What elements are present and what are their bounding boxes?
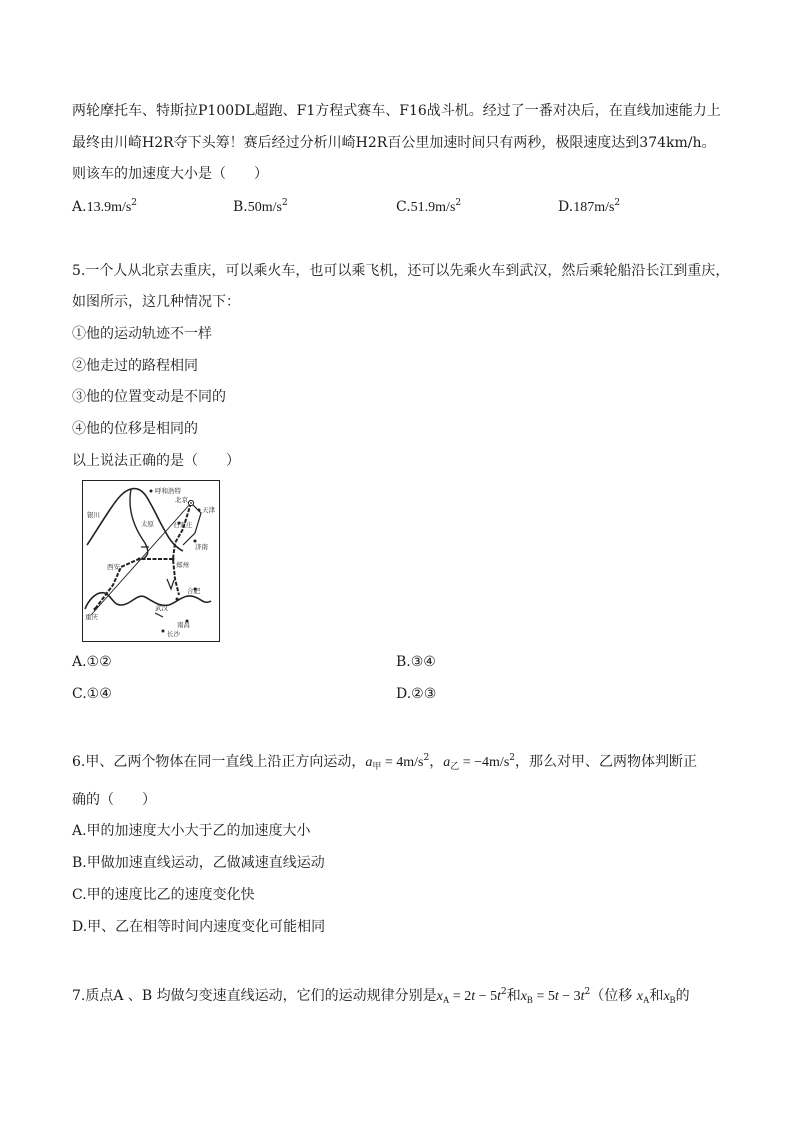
q5-statement-4: ④他的位移是相同的 — [72, 421, 198, 437]
q4-option-c-value: 51.9m/s — [410, 200, 456, 215]
q4-option-b[interactable] — [233, 197, 288, 218]
q5-statement-3: ③他的位置变动是不同的 — [72, 389, 226, 405]
q6-eq-yi: = −4m/s — [459, 755, 510, 770]
q7-and2: 和 — [649, 988, 664, 1004]
q6-option-a[interactable]: A.甲的加速度大小大于乙的加速度大小 — [72, 823, 311, 839]
q5-option-b[interactable]: B.③④ — [396, 654, 436, 670]
q4-question-line: 则该车的加速度大小是（ ） — [72, 166, 268, 182]
label-hefei: 合肥 — [187, 587, 200, 595]
label-taiyuan: 太原 — [141, 520, 154, 528]
q4-option-d-label: D. — [558, 199, 574, 215]
q7-eq-b2: − 3 — [558, 989, 581, 1004]
q6-separator: ， — [429, 754, 444, 770]
q6-suffix: ，那么对甲、乙两物体判断正 — [515, 754, 698, 770]
q5-text-line-2: 如图所示，这几种情况下： — [72, 294, 240, 310]
q7-sub-b: B — [526, 995, 533, 1005]
arrow-ship-icon — [155, 613, 163, 617]
label-huhehaote: 呼和浩特 — [155, 487, 181, 495]
label-yinchuan: 银川 — [87, 511, 100, 519]
q7-sub-a2: A — [642, 995, 650, 1005]
q4-option-d[interactable] — [558, 197, 620, 218]
label-shijiazhuang: 石家庄 — [173, 521, 193, 529]
label-changsha: 长沙 — [167, 630, 180, 638]
q7-t-a1: t — [471, 989, 476, 1004]
q5-statement-2: ②他走过的路程相同 — [72, 358, 198, 374]
q5-text-line-1: 5.一个人从北京去重庆，可以乘火车，也可以乘飞机，还可以先乘火车到武汉，然后乘轮船沿长江到重庆， — [72, 263, 730, 279]
q6-option-c[interactable]: C.甲的速度比乙的速度变化快 — [72, 887, 255, 903]
q5-option-d[interactable]: D.②③ — [396, 686, 437, 702]
q7-t-b2: t — [580, 989, 585, 1004]
q7-end: 的 — [675, 988, 690, 1004]
wuhan-dot-icon — [176, 598, 179, 601]
q7-tail: （位移 — [590, 988, 633, 1004]
tianjin-dot-icon — [198, 509, 201, 512]
label-tianjin: 天津 — [202, 506, 215, 514]
q7-eq-a2: − 5 — [475, 989, 498, 1004]
q7-t-b1: t — [554, 989, 559, 1004]
q4-option-c-label: C. — [396, 199, 411, 215]
railway-beijing-wuhan-line — [173, 503, 191, 595]
q4-option-a-exp: 2 — [131, 198, 138, 208]
label-wuhan: 武汉 — [155, 604, 168, 612]
q6-eq-jia: = 4m/s — [381, 755, 424, 770]
china-route-map — [82, 480, 220, 642]
q7-eq-b1: = 5 — [532, 989, 555, 1004]
q4-option-c-exp: 2 — [455, 198, 462, 208]
q4-text-line-1: 两轮摩托车、特斯拉P100DL超跑、F1方程式赛车、F16战斗机。经过了一番对决后，在直线加速能力上 — [72, 103, 721, 119]
q7-xa2-symbol: x — [636, 989, 643, 1004]
label-nanchang: 南昌 — [177, 621, 190, 629]
q7-sub-b2: B — [669, 995, 676, 1005]
beijing-center-icon — [190, 502, 192, 504]
q6-option-b[interactable]: B.甲做加速直线运动，乙做减速直线运动 — [72, 855, 325, 871]
zhengzhou-dot-icon — [172, 558, 175, 561]
q7-eq-a1: = 2 — [449, 989, 472, 1004]
q6-text-line-2: 确的（ ） — [72, 792, 156, 808]
q7-and: 和 — [506, 988, 521, 1004]
q4-option-a-value: 13.9m/s — [86, 200, 132, 215]
label-beijing: 北京 — [175, 496, 188, 504]
chongqing-dot-icon — [94, 608, 97, 611]
xian-dot-icon — [138, 558, 141, 561]
q7-t-a2: t — [497, 989, 501, 1004]
q4-option-b-label: B. — [233, 199, 248, 215]
q6-a-yi-symbol: a — [443, 755, 451, 770]
q7-exp-b: 2 — [584, 987, 591, 997]
q7-xb2-symbol: x — [663, 989, 670, 1004]
q7-prefix: 7.质点A 、B 均做匀变速直线运动，它们的运动规律分别是 — [72, 988, 437, 1004]
q4-option-a[interactable] — [72, 197, 137, 218]
q4-option-d-exp: 2 — [614, 198, 621, 208]
q4-option-b-exp: 2 — [281, 198, 288, 208]
q5-option-c[interactable]: C.①④ — [72, 686, 112, 702]
q4-option-c[interactable] — [396, 197, 461, 218]
yellow-river-line — [87, 489, 183, 551]
q6-a-jia-symbol: a — [365, 755, 373, 770]
q4-option-d-value: 187m/s — [573, 200, 615, 215]
q7-sub-a: A — [442, 995, 450, 1005]
q6-exp-jia: 2 — [423, 753, 430, 763]
q5-question-line: 以上说法正确的是（ ） — [72, 453, 240, 469]
q7-exp-a: 2 — [500, 987, 507, 997]
q5-option-a[interactable]: A.①② — [72, 654, 112, 670]
q6-prefix: 6.甲、乙两个物体在同一直线上沿正方向运动， — [72, 754, 366, 770]
huhehaote-dot-icon — [150, 490, 153, 493]
q6-sub-jia: 甲 — [372, 762, 382, 772]
label-zhengzhou: 郑州 — [176, 561, 189, 569]
q4-text-line-2: 最终由川崎H2R夺下头筹！赛后经过分析川崎H2R百公里加速时间只有两秒，极限速度达到374km/h。 — [72, 135, 716, 151]
q7-xa-symbol: x — [436, 989, 443, 1004]
arrow-railway-icon — [167, 579, 174, 589]
route-map-drawing — [83, 481, 218, 640]
q6-text-line-1 — [72, 752, 732, 773]
q7-xb-symbol: x — [520, 989, 527, 1004]
q4-option-a-label: A. — [72, 199, 87, 215]
q5-statement-1: ①他的运动轨迹不一样 — [72, 326, 212, 342]
q6-option-d[interactable]: D.甲、乙在相等时间内速度变化可能相同 — [72, 919, 326, 935]
label-chongqing: 重庆 — [85, 613, 98, 621]
q6-sub-yi: 乙 — [450, 762, 460, 772]
q7-text-line-1 — [72, 986, 732, 1007]
q4-option-b-value: 50m/s — [247, 200, 282, 215]
label-xian: 西安 — [107, 563, 120, 571]
label-jinan: 济南 — [195, 543, 208, 551]
changsha-dot-icon — [162, 630, 165, 633]
q6-exp-yi: 2 — [509, 753, 516, 763]
